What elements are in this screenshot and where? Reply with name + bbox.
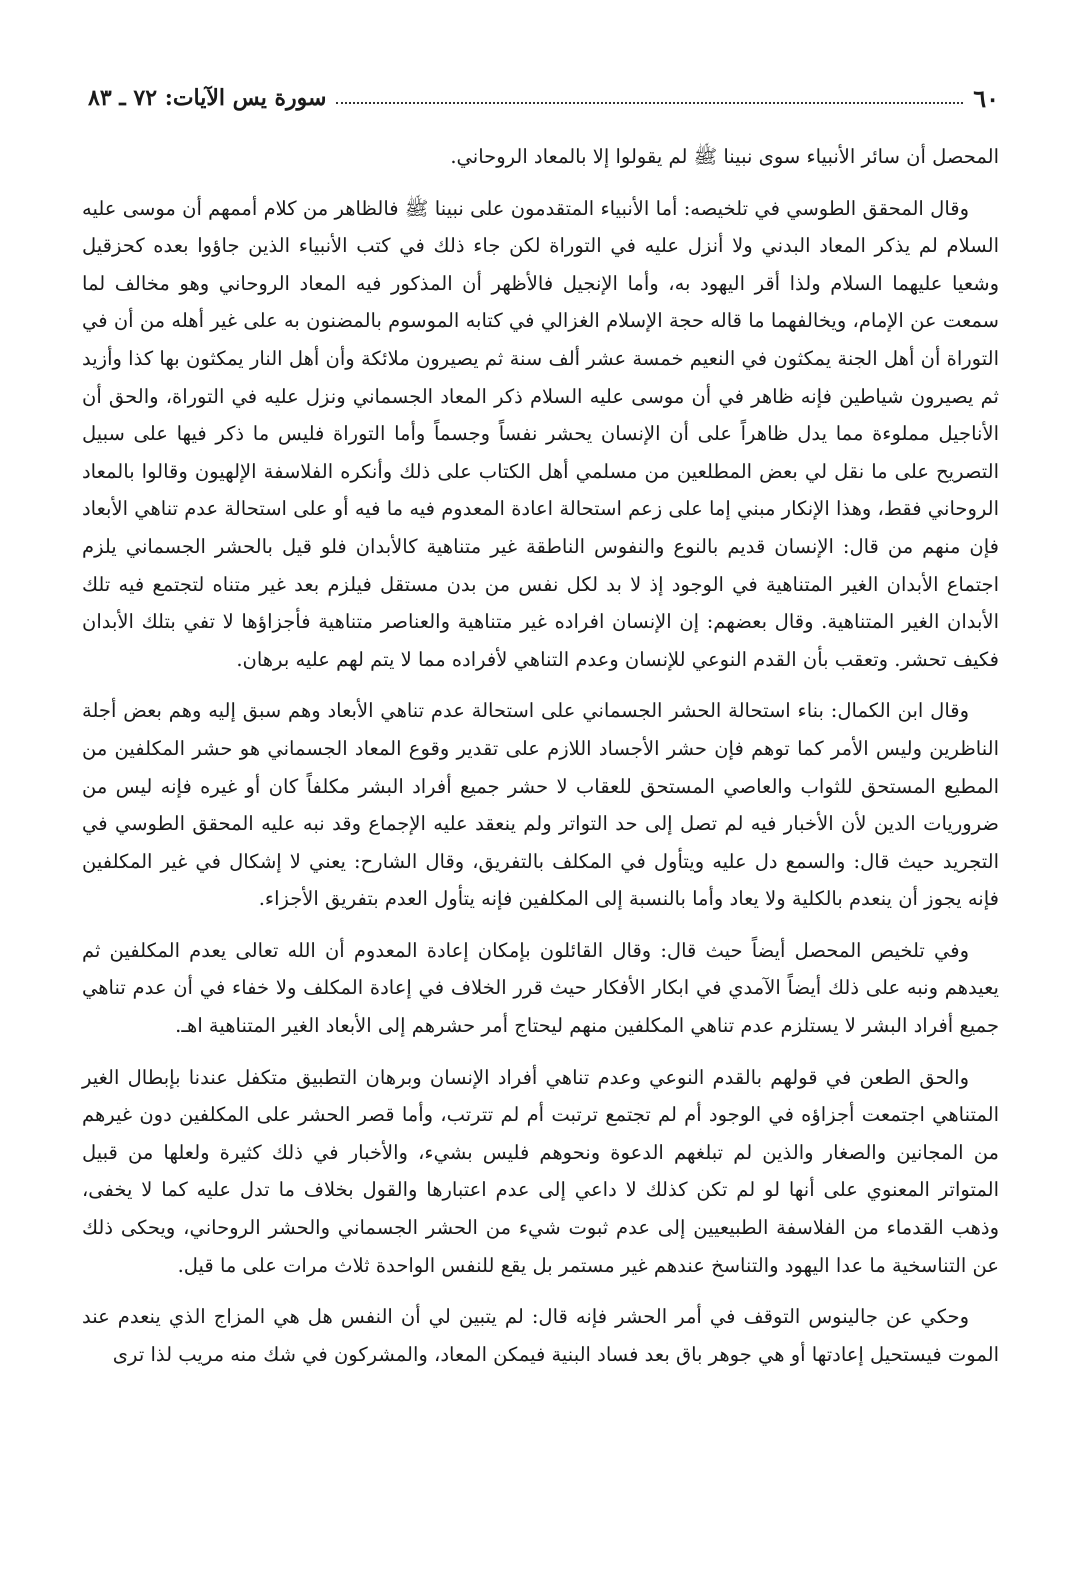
paragraph: وقال ابن الكمال: بناء استحالة الحشر الجسماني على استحالة عدم تناهي الأبعاد وهم سبق إليه وهم بعض أجلة الناظرين وليس الأمر كما توهم فإن حشر الأجساد اللازم على تقدير وقوع المعاد الجسماني هو حشر المكلفين من المطيع المستحق للثواب والعاصي المستحق للعقاب لا حشر جميع أفراد البشر مكلفاً كان أو غيره فإنه ليس من ضروريات الدين لأن الأخبار فيه لم تصل إلى حد التواتر ولم ينعقد عليه الإجماع وقد نبه عليه المحقق الطوسي في التجريد حيث قال: والسمع دل عليه ويتأول في المكلف بالتفريق، وقال الشارح: يعني لا إشكال في غير المكلفين فإنه يجوز أن ينعدم بالكلية ولا يعاد وأما بالنسبة إلى المكلفين فإنه يتأول العدم بتفريق الأجزاء.: [82, 699, 999, 911]
paragraph: وقال المحقق الطوسي في تلخيصه: أما الأنبياء المتقدمون على نبينا ﷺ فالظاهر من كلام أممهم أن موسى عليه السلام لم يذكر المعاد البدني ولا أنزل عليه في التوراة لكن جاء ذلك في كتب الأنبياء الذين جاؤوا بعده كحزقيل وشعيا عليهما السلام ولذا أقر اليهود به، وأما الإنجيل فالأظهر أن المذكور فيه المعاد الروحاني وهو مخالف لما سمعت عن الإمام، ويخالفهما ما قاله حجة الإسلام الغزالي في كتابه الموسوم بالمضنون به على غير أهله من أن في التوراة أن أهل الجنة يمكثون في النعيم خمسة عشر ألف سنة ثم يصيرون ملائكة وأن أهل النار يمكثون بها كذا وأزيد ثم يصيرون شياطين فإنه ظاهر في أن موسى عليه السلام ذكر المعاد الجسماني ونزل عليه في التوراة، والحق أن الأناجيل مملوءة مما يدل ظاهراً على أن الإنسان يحشر نفساً وجسماً وأما التوراة فليس ما ذكر فيها على سبيل التصريح على ما نقل لي بعض المطلعين من مسلمي أهل الكتاب على ذلك وأنكره الفلاسفة الإلهيون وقالوا بالمعاد الروحاني فقط، وهذا الإنكار مبني إما على زعم استحالة اعادة المعدوم فيه ما فيه أو على استحالة عدم تناهي الأبعاد فإن منهم من قال: الإنسان قديم بالنوع والنفوس الناطقة غير متناهية كالأبدان فلو قيل بالحشر الجسماني يلزم اجتماع الأبدان الغير المتناهية في الوجود إذ لا بد لكل نفس من بدن مستقل فيلزم بعد غير متناه لتجتمع فيه تلك الأبدان الغير المتناهية. وقال بعضهم: إن الإنسان افراده غير متناهية والعناصر متناهية فأجزاؤها لا تفي بتلك الأبدان فكيف تحشر. وتعقب بأن القدم النوعي للإنسان وعدم التناهي لأفراده مما لا يتم لهم عليه برهان.: [82, 196, 1000, 671]
body-text: [82, 138, 999, 1387]
page-number: ٦٠: [973, 83, 999, 113]
page-header: [88, 78, 999, 118]
paragraph: وفي تلخيص المحصل أيضاً حيث قال: وقال القائلون بإمكان إعادة المعدوم أن الله تعالى يعدم المكلفين ثم يعيدهم ونبه على ذلك أيضاً الآمدي في ابكار الأفكار حيث قرر الخلاف في إعادة المكلف ولا خفاء في أن عدم تناهي جميع أفراد البشر لا يستلزم عدم تناهي المكلفين منهم ليحتاج أمر حشرهم إلى الأبعاد الغير المتناهية اهـ.: [82, 938, 999, 1038]
dotted-leader: [336, 92, 963, 104]
paragraph: المحصل أن سائر الأنبياء سوى نبينا ﷺ لم يقولوا إلا بالمعاد الروحاني.: [450, 145, 999, 168]
paragraph: والحق الطعن في قولهم بالقدم النوعي وعدم تناهي أفراد الإنسان وبرهان التطبيق متكفل عندنا بإبطال الغير المتناهي اجتمعت أجزاؤه في الوجود أم لم تجتمع ترتبت أم لم تترتب، وأما قصر الحشر على المكلفين دون غيرهم من المجانين والصغار والذين لم تبلغهم الدعوة ونحوهم فليس بشيء، والأخبار في ذلك كثيرة ولعلها من قبيل المتواتر المعنوي على أنها لو لم تكن كذلك لا داعي إلى عدم اعتبارها والقول بخلاف ما تدل عليه كما لا يخفى، وذهب القدماء من الفلاسفة الطبيعيين إلى عدم ثبوت شيء من الحشر الجسماني والحشر الروحاني، ويحكى ذلك عن التناسخية ما عدا اليهود والتناسخ عندهم غير مستمر بل يقع للنفس الواحدة ثلاث مرات على ما قيل.: [82, 1065, 999, 1277]
paragraph: وحكي عن جالينوس التوقف في أمر الحشر فإنه قال: لم يتبين لي أن النفس هل هي المزاج الذي ينعدم عند الموت فيستحيل إعادتها أو هي جوهر باق بعد فساد البنية فيمكن المعاد، والمشركون في شك منه مريب لذا ترى: [82, 1305, 999, 1366]
running-title: سورة يس الآيات: ٧٢ ـ ٨٣: [88, 85, 327, 111]
